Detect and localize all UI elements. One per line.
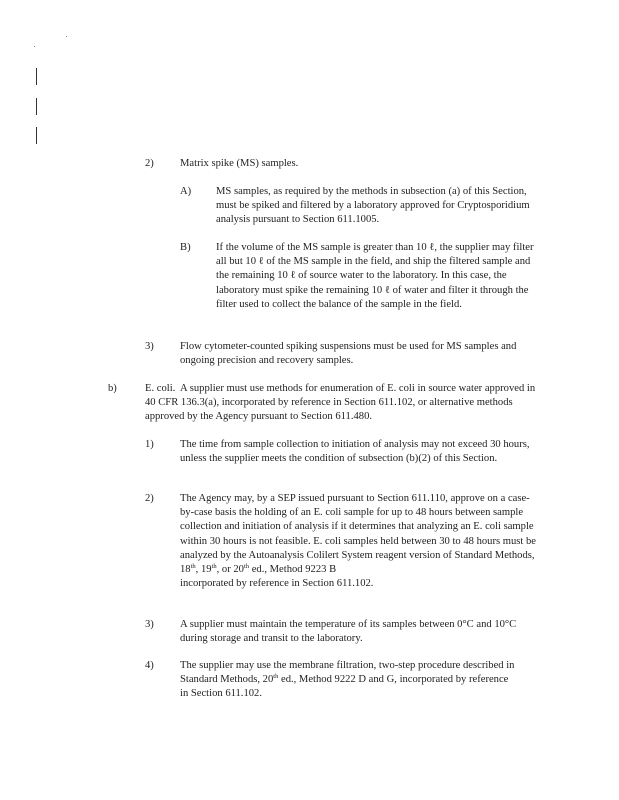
item-number: 3) [145, 341, 154, 352]
item-text-main: The supplier may use the membrane filtration, two-step procedure described in Standard Methods, 20 [180, 660, 515, 686]
revision-bar [36, 127, 37, 144]
section-label: b) [108, 383, 117, 394]
subitem-label: B) [180, 242, 191, 253]
edition-suffix: th [211, 563, 217, 571]
item-text: Flow cytometer-counted spiking suspensions must be used for MS samples and ongoing precision and recovery samples. [180, 341, 517, 367]
subitem-text: If the volume of the MS sample is greater than 10 ℓ, the supplier may filter all but 10 ℓ of the MS sample in the field, and ship the filtered sample and the remaining 10 ℓ of source water to the laboratory. In this case, the laboratory must spike the remaining 10 ℓ of water and filter it through the filter used to collect the balance of the sample in the field. [216, 242, 534, 310]
revision-bar [36, 68, 37, 85]
edition-suffix: th [243, 563, 250, 571]
section-title: E. coli. [145, 383, 176, 394]
item-text-tail: ed., Method 9223 B [249, 564, 337, 576]
scan-speck [66, 36, 67, 37]
item-text [180, 659, 516, 702]
edition-suffix: th [190, 563, 196, 571]
item-number: 4) [145, 660, 154, 671]
edition-sep: , or 20 [216, 564, 244, 576]
item-number: 3) [145, 619, 154, 630]
subitem-text: MS samples, as required by the methods in subsection (a) of this Section, must be spiked and filtered by a laboratory approved for Cryptosporidium analysis pursuant to Section 611.1005. [216, 186, 530, 226]
edition-sep: , 19 [195, 564, 212, 576]
subitem-label: A) [180, 186, 192, 197]
revision-bar [36, 98, 37, 115]
edition-suffix: th [273, 673, 279, 681]
item-text: A supplier must maintain the temperature of its samples between 0°C and 10°C during storage and transit to the laboratory. [180, 619, 517, 645]
scan-speck [34, 46, 35, 47]
section-paragraph [145, 382, 540, 425]
item-number: 1) [145, 439, 154, 450]
item-number: 2) [145, 493, 154, 504]
item-number: 2) [145, 158, 154, 169]
item-text: The time from sample collection to initiation of analysis may not exceed 30 hours, unless the supplier meets the condition of subsection (b)(2) of this Section. [180, 439, 530, 465]
item-heading: Matrix spike (MS) samples. [180, 158, 299, 169]
section-text: A supplier must use methods for enumeration of E. coli in source water approved in 40 CFR 136.3(a), incorporated by reference in Section 611.102, or alternative methods approved by the Agency pursuant to Section 611.480. [145, 383, 536, 423]
item-text-tail: ed., Method 9222 D and G, incorporated by reference in Section 611.102. [180, 674, 509, 700]
item-text [180, 492, 540, 591]
item-text-main: The Agency may, by a SEP issued pursuant to Section 611.110, approve on a case-by-case basis the holding of an E. coli sample for up to 48 hours between sample collection and initiation of analysis if it determines that analyzing an E. coli sample within 30 hours is not feasible. E. coli samples held between 30 to 48 hours must be analyzed by the Autoanalysis Colilert System reagent version of Standard Methods, 18 [180, 493, 537, 576]
item-text-end: incorporated by reference in Section 611.102. [180, 578, 374, 590]
